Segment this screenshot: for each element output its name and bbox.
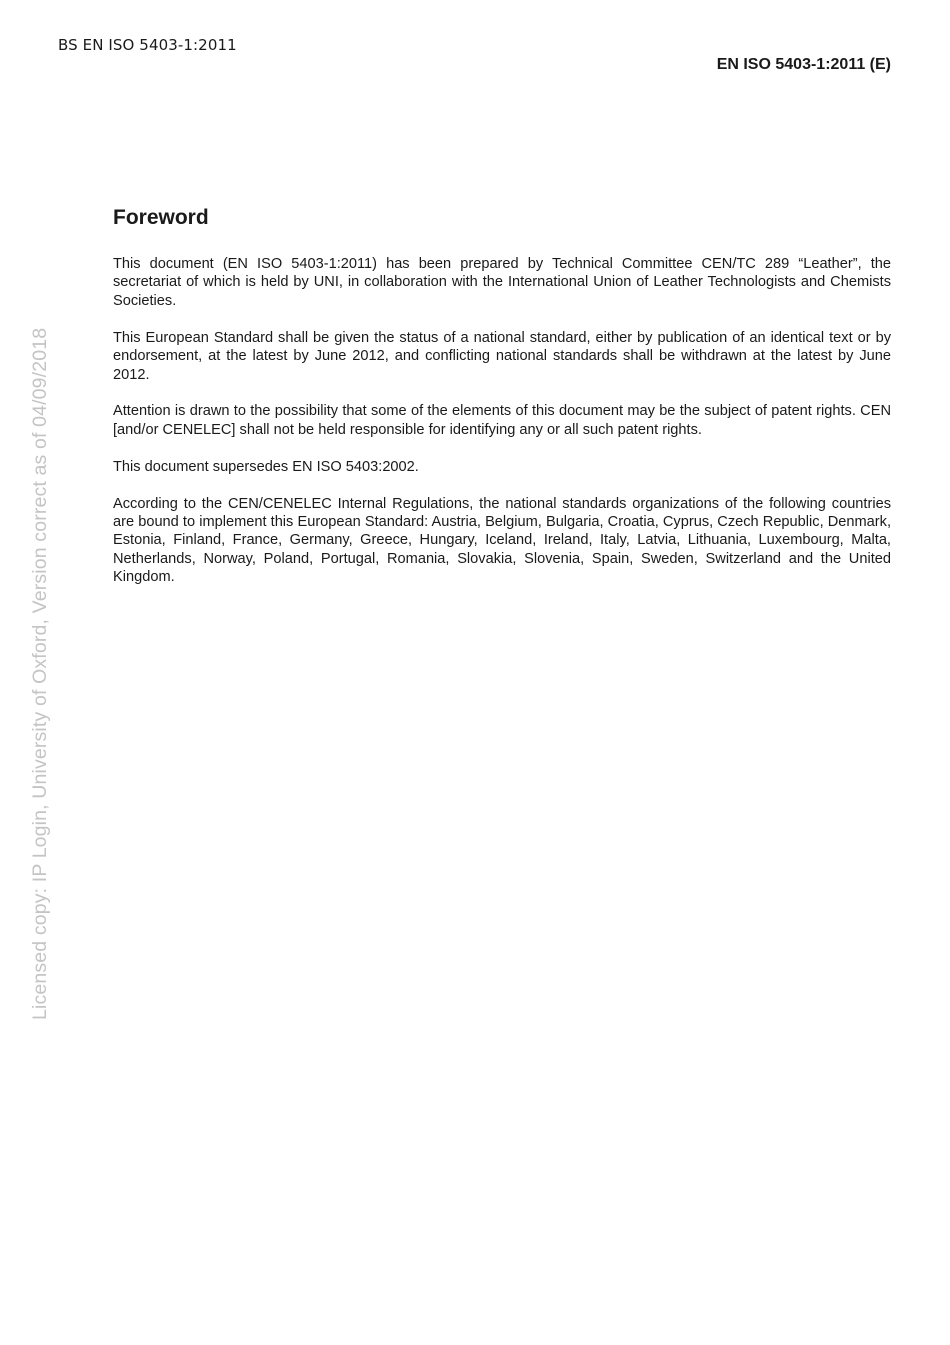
bs-document-code: BS EN ISO 5403-1:2011	[58, 36, 237, 54]
foreword-section	[113, 206, 891, 605]
en-document-code: EN ISO 5403-1:2011 (E)	[716, 56, 891, 73]
section-title: Foreword	[113, 206, 209, 229]
paragraph-preparation: This document (EN ISO 5403-1:2011) has been prepared by Technical Committee CEN/TC 289 “Leather”, the secretariat of which is held by UNI, in collaboration with the International Union of Leather Technologists and Chemists Societies.	[113, 256, 891, 309]
paragraph-patent-notice: Attention is drawn to the possibility that some of the elements of this document may be the subject of patent rights. CEN [and/or CENELEC] shall not be held responsible for identifying any or all such patent rights.	[113, 403, 891, 438]
paragraph-supersedes: This document supersedes EN ISO 5403:2002.	[113, 458, 419, 475]
paragraph-national-status: This European Standard shall be given the status of a national standard, either by publication of an identical text or by endorsement, at the latest by June 2012, and conflicting national standards shall be withdrawn at the latest by June 2012.	[113, 329, 891, 383]
license-watermark: Licensed copy: IP Login, University of Oxford, Version correct as of 04/09/2018	[29, 327, 51, 1020]
paragraph-implementing-countries: According to the CEN/CENELEC Internal Regulations, the national standards organizations of the following countries are bound to implement this European Standard: Austria, Belgium, Bulgaria, Croatia, Cyprus, Czech Republic, Denmark, Estonia, Finland, France, Germany, Greece, Hungary, Iceland, Ireland, Italy, Latvia, Lithuania, Luxembourg, Malta, Netherlands, Norway, Poland, Portugal, Romania, Slovakia, Slovenia, Spain, Sweden, Switzerland and the United Kingdom.	[113, 495, 891, 586]
